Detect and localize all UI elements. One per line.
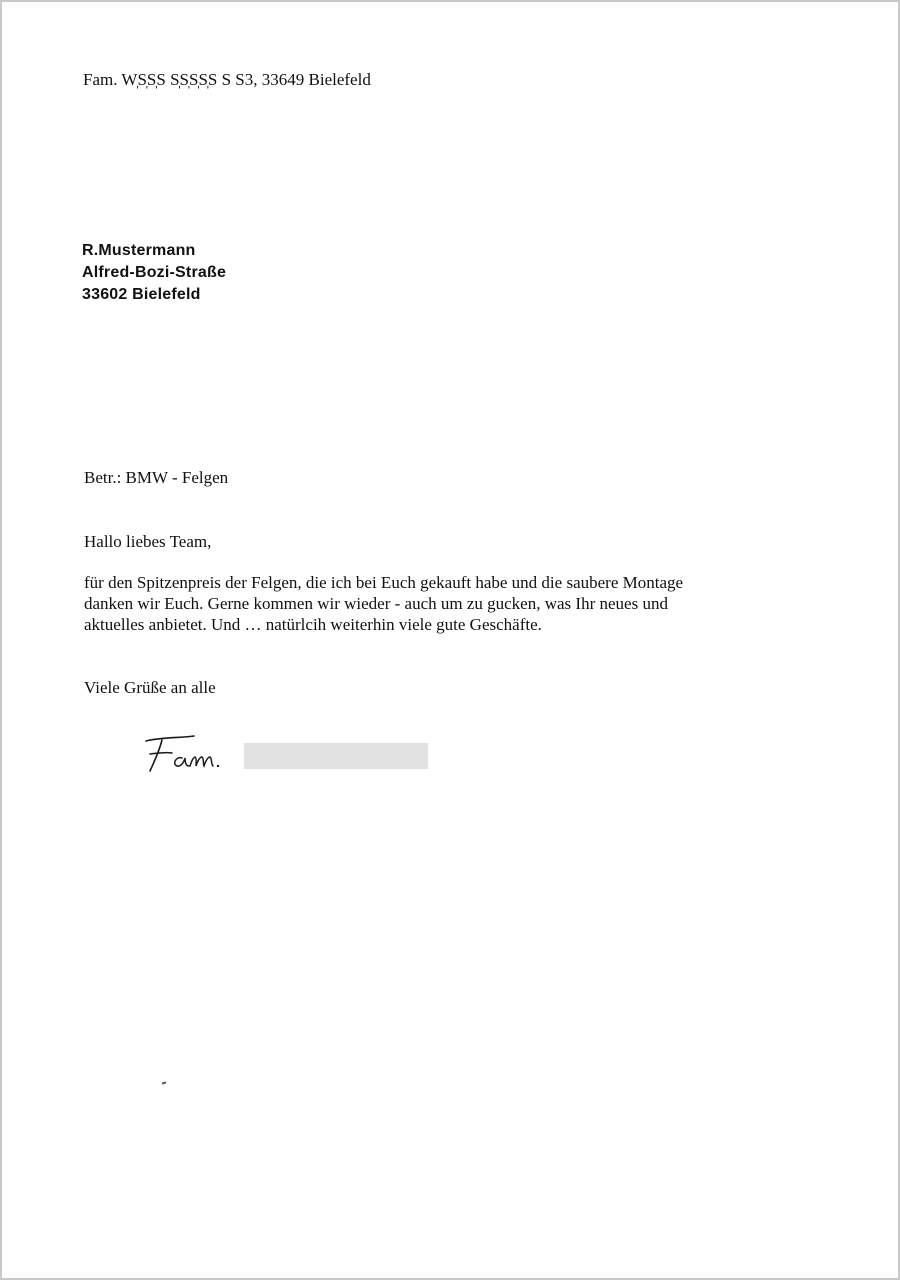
signature <box>132 722 452 792</box>
scan-speck <box>162 1081 166 1084</box>
body-line: aktuelles anbietet. Und … natürlcih weiterhin viele gute Geschäfte. <box>84 615 542 634</box>
recipient-name: R.Mustermann <box>82 242 196 259</box>
body-line: danken wir Euch. Gerne kommen wir wieder - auch um zu gucken, was Ihr neues und <box>84 594 668 613</box>
recipient-address-block <box>82 240 226 306</box>
signature-redaction <box>244 743 428 769</box>
recipient-street: Alfred-Bozi-Straße <box>82 264 227 281</box>
body-line: für den Spitzenpreis der Felgen, die ich bei Euch gekauft habe und die saubere Montage <box>84 573 684 592</box>
subject-line: Betr.: BMW - Felgen <box>84 468 229 487</box>
sender-address-line: Fam. W̩S̩S̩S S̩S̩S̩S̩S S S3, 33649 Bielefeld <box>83 70 371 89</box>
body-paragraph <box>84 572 744 635</box>
recipient-city: 33602 Bielefeld <box>82 286 201 303</box>
greeting: Hallo liebes Team, <box>84 532 212 551</box>
closing-line: Viele Grüße an alle <box>84 678 216 697</box>
